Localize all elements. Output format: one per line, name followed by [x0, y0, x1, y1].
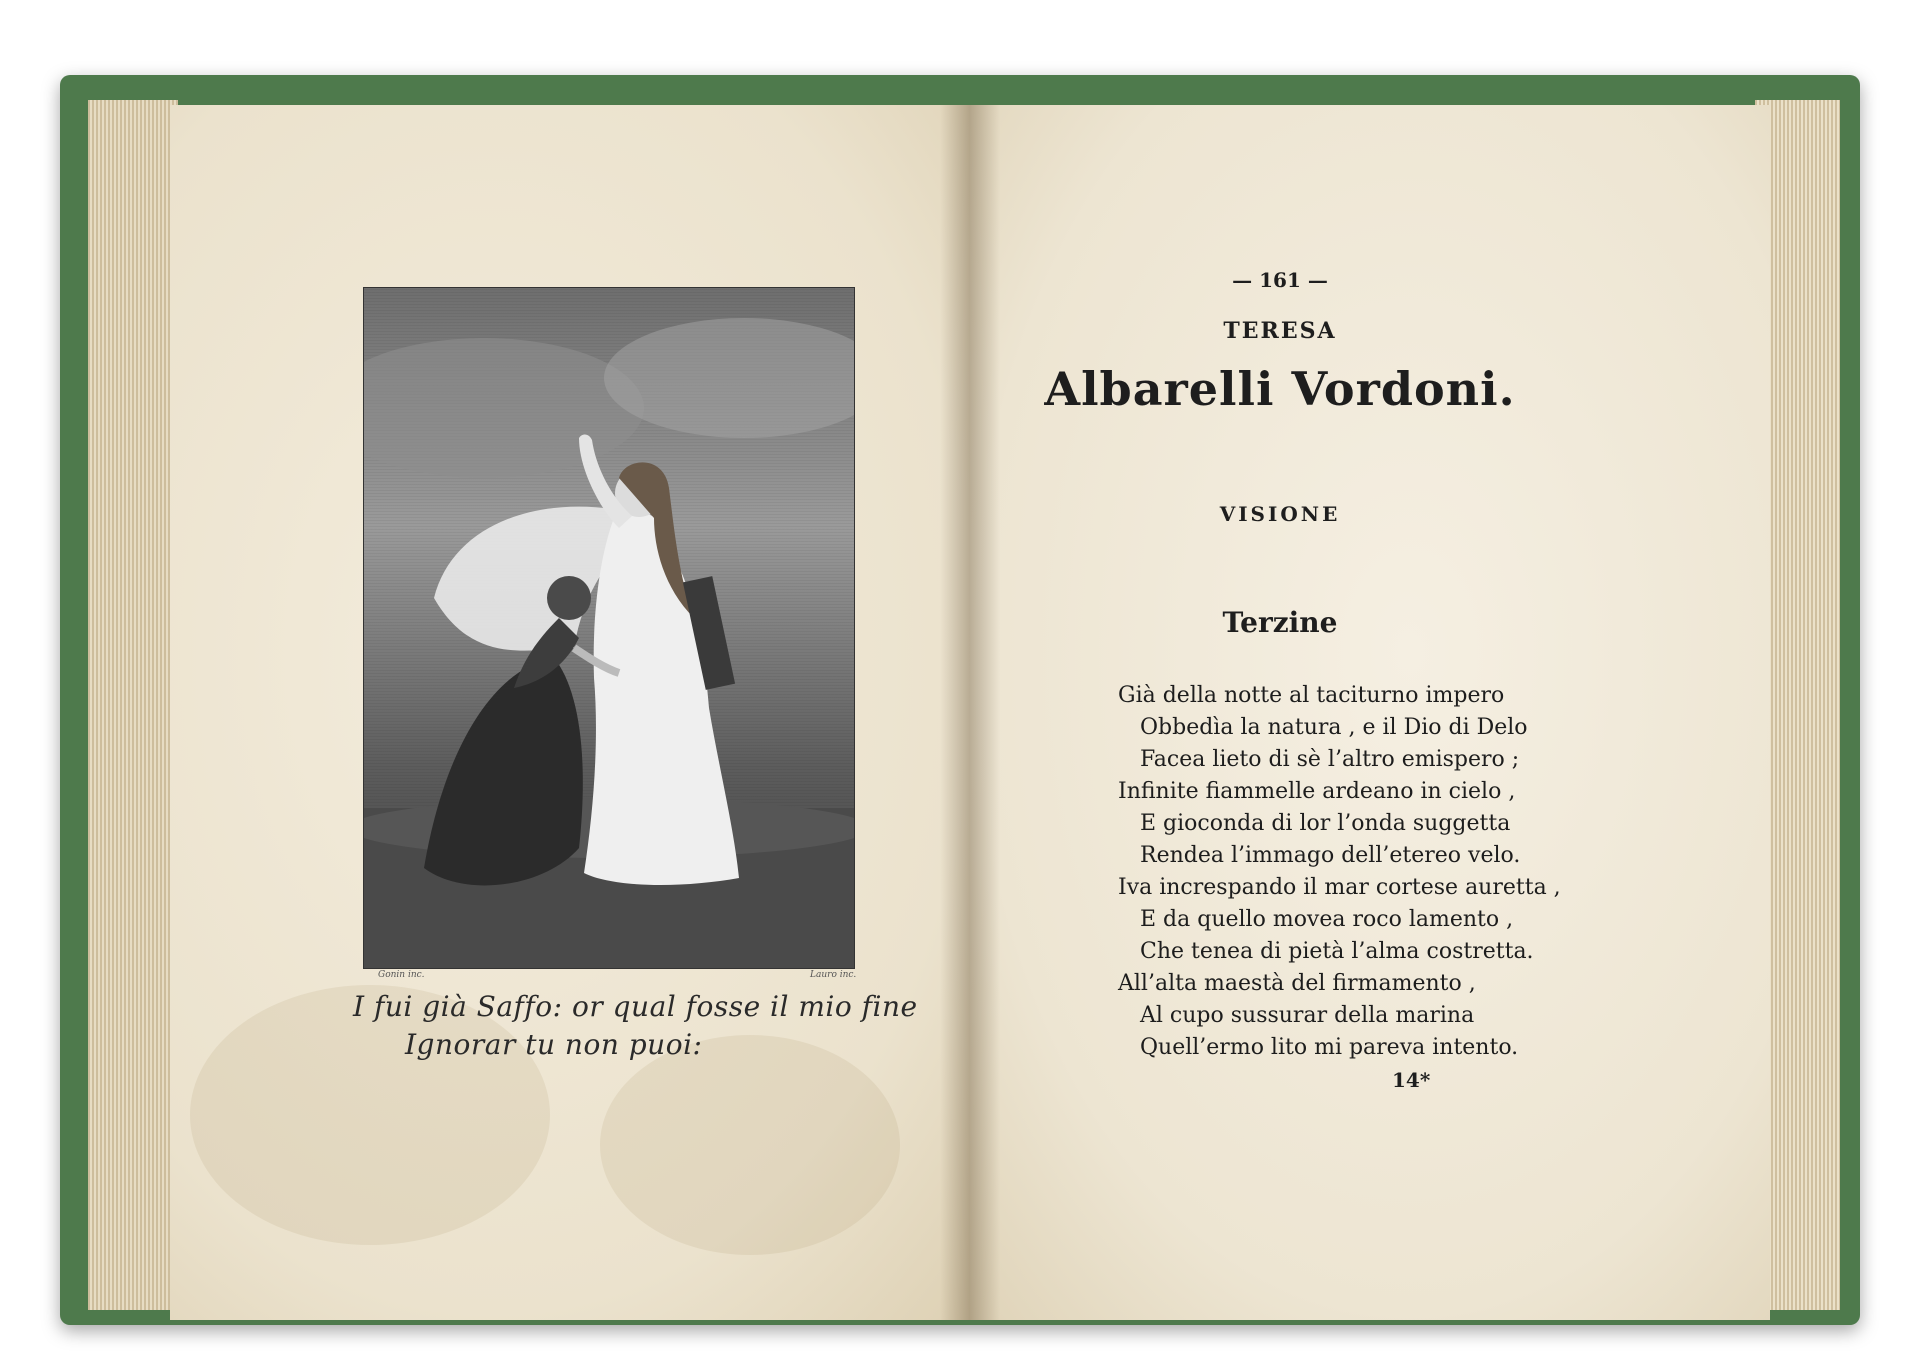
poem-line: Che tenea di pietà l’alma costretta.	[1140, 939, 1534, 964]
poem-line: All’alta maestà del firmamento ,	[1118, 971, 1476, 996]
engraving-caption-line-2: Ignorar tu non puoi:	[405, 1028, 703, 1061]
book-gutter	[940, 105, 1000, 1320]
poem-line: Obbedìa la natura , e il Dio di Delo	[1140, 715, 1528, 740]
page-number: — 161 —	[1232, 268, 1328, 292]
poem-line: Infinite fiammelle ardeano in cielo ,	[1118, 779, 1516, 804]
poem-form: Terzine	[1222, 606, 1338, 639]
engraving-credit-left: Gonin inc.	[378, 970, 425, 980]
engraving-credit-right: Lauro inc.	[810, 970, 857, 980]
poem-line: Iva increspando il mar cortese auretta ,	[1118, 875, 1561, 900]
poem-line: Già della notte al taciturno impero	[1118, 683, 1505, 708]
poem-line: Al cupo sussurar della marina	[1140, 1003, 1475, 1028]
signature-mark: 14*	[1392, 1068, 1431, 1092]
author-first-name: TERESA	[1223, 318, 1337, 344]
engraving-caption-line-1: I fui già Saffo: or qual fosse il mio fine	[353, 990, 918, 1023]
poem-line: Rendea l’immago dell’etereo velo.	[1140, 843, 1521, 868]
poem-line: E da quello movea roco lamento ,	[1140, 907, 1514, 932]
poem-line: Quell’ermo lito mi pareva intento.	[1140, 1035, 1519, 1060]
author-surname: Albarelli Vordoni.	[1044, 362, 1516, 416]
engraving-illustration	[363, 287, 855, 969]
poem-line: E gioconda di lor l’onda suggetta	[1140, 811, 1511, 836]
poem-title: VISIONE	[1219, 502, 1341, 526]
poem-line: Facea lieto di sè l’altro emispero ;	[1140, 747, 1520, 772]
page-edges-left	[88, 100, 178, 1310]
